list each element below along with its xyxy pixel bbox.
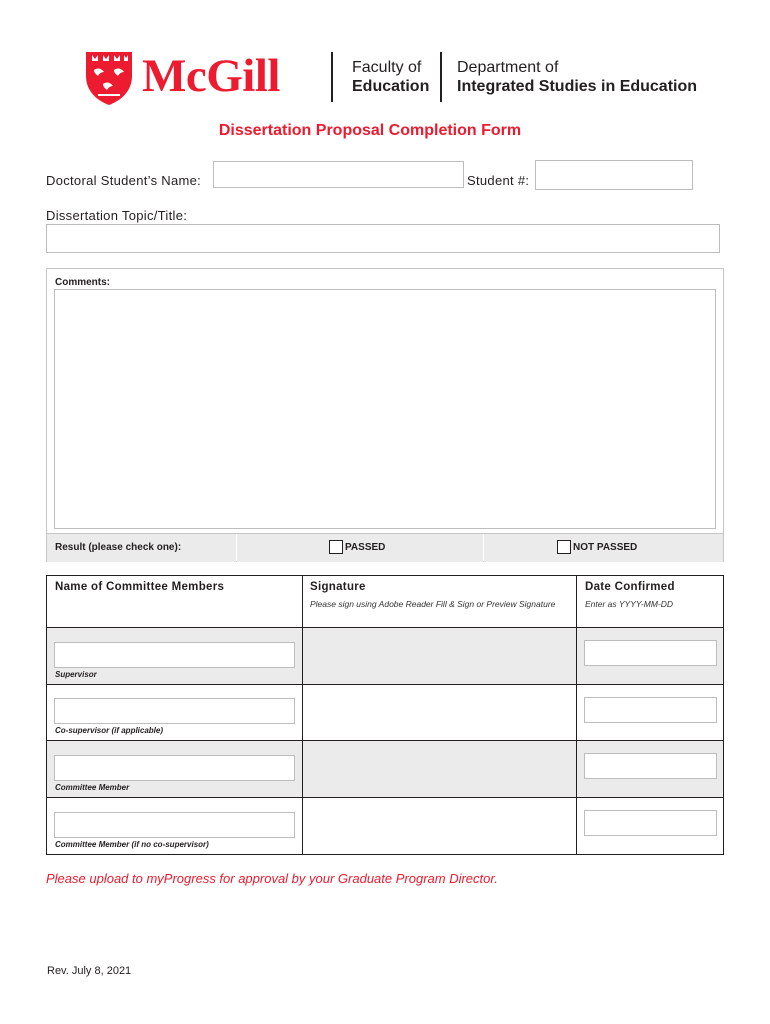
committee-name-field[interactable] bbox=[54, 642, 295, 668]
date-confirmed-field[interactable] bbox=[584, 697, 717, 723]
committee-name-field[interactable] bbox=[54, 755, 295, 781]
date-confirmed-field[interactable] bbox=[584, 753, 717, 779]
committee-table bbox=[46, 575, 724, 855]
role-caption: Supervisor bbox=[55, 670, 97, 679]
column-header-date: Date Confirmed bbox=[585, 581, 675, 593]
shaded-cell bbox=[303, 741, 576, 797]
passed-label: PASSED bbox=[345, 541, 386, 553]
result-row bbox=[47, 533, 723, 561]
page-header bbox=[84, 48, 704, 108]
date-hint: Enter as YYYY-MM-DD bbox=[585, 599, 674, 609]
column-header-signature: Signature bbox=[310, 581, 366, 593]
department-name bbox=[457, 58, 697, 96]
comments-section bbox=[46, 268, 724, 562]
row-divider bbox=[47, 797, 723, 798]
column-divider bbox=[302, 576, 303, 854]
form-title: Dissertation Proposal Completion Form bbox=[218, 122, 522, 139]
committee-name-field[interactable] bbox=[54, 698, 295, 724]
faculty-line-2: Education bbox=[352, 78, 430, 95]
date-confirmed-field[interactable] bbox=[584, 810, 717, 836]
mcgill-wordmark: McGill bbox=[142, 50, 280, 102]
passed-cell bbox=[237, 534, 483, 562]
not-passed-checkbox[interactable] bbox=[557, 540, 571, 554]
role-caption: Committee Member bbox=[55, 783, 130, 792]
header-divider bbox=[440, 52, 442, 102]
faculty-name bbox=[352, 58, 429, 96]
upload-note: Please upload to myProgress for approval by your Graduate Program Director. bbox=[46, 871, 498, 886]
faculty-line-1: Faculty of bbox=[352, 59, 422, 76]
result-label: Result (please check one): bbox=[55, 542, 182, 553]
passed-checkbox[interactable] bbox=[329, 540, 343, 554]
not-passed-cell bbox=[484, 534, 723, 562]
column-divider bbox=[576, 576, 577, 854]
row-divider bbox=[47, 740, 723, 741]
student-name-field[interactable] bbox=[213, 161, 464, 188]
role-caption: Committee Member (if no co-supervisor) bbox=[55, 840, 209, 849]
department-line-2: Integrated Studies in Education bbox=[457, 78, 698, 95]
not-passed-option[interactable] bbox=[557, 540, 637, 554]
student-name-label: Doctoral Student’s Name: bbox=[46, 173, 202, 188]
header-divider bbox=[331, 52, 333, 102]
mcgill-crest-icon bbox=[84, 50, 134, 106]
result-label-cell bbox=[47, 534, 236, 562]
comments-textarea[interactable] bbox=[54, 289, 716, 529]
committee-name-field[interactable] bbox=[54, 812, 295, 838]
passed-option[interactable] bbox=[329, 540, 385, 554]
topic-field[interactable] bbox=[46, 224, 720, 253]
signature-hint: Please sign using Adobe Reader Fill & Sign or Preview Signature bbox=[310, 599, 556, 609]
revision-date: Rev. July 8, 2021 bbox=[47, 965, 132, 977]
column-header-name: Name of Committee Members bbox=[55, 581, 225, 593]
row-divider bbox=[47, 627, 723, 628]
row-divider bbox=[47, 684, 723, 685]
comments-label: Comments: bbox=[55, 277, 111, 288]
date-confirmed-field[interactable] bbox=[584, 640, 717, 666]
shaded-cell bbox=[303, 628, 576, 684]
not-passed-label: NOT PASSED bbox=[573, 541, 638, 553]
student-number-label: Student #: bbox=[467, 173, 530, 188]
role-caption: Co-supervisor (if applicable) bbox=[55, 726, 164, 735]
student-number-field[interactable] bbox=[535, 160, 693, 190]
topic-label: Dissertation Topic/Title: bbox=[46, 208, 188, 223]
department-line-1: Department of bbox=[457, 59, 559, 76]
